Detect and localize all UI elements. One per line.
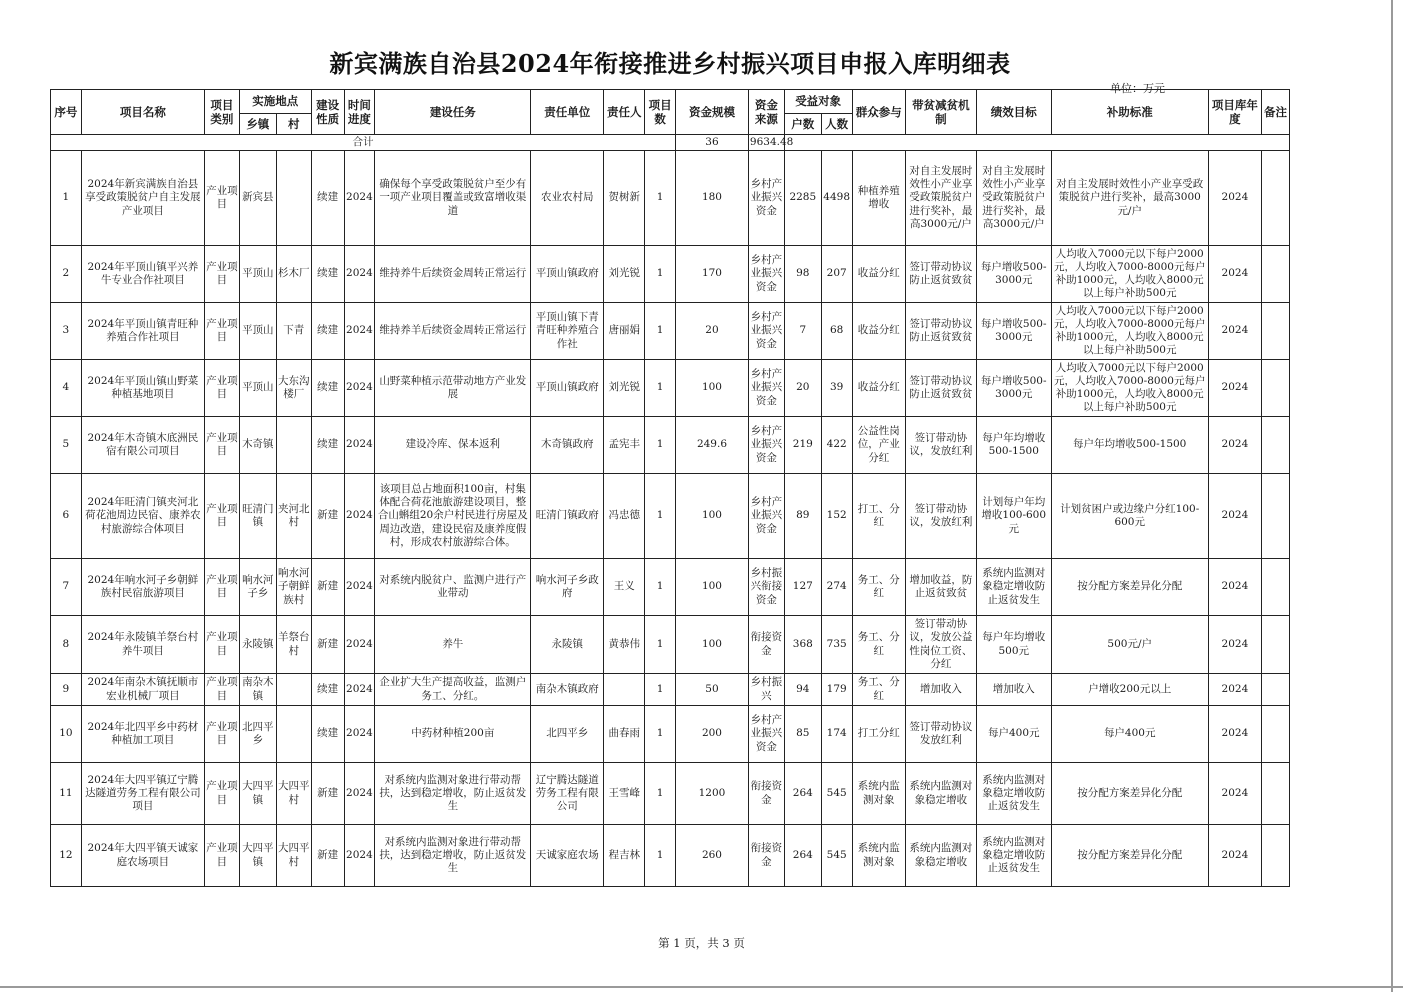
table-row — [51, 825, 1290, 887]
cell-participation: 收益分红 — [852, 246, 905, 303]
cell-scale: 50 — [676, 674, 749, 706]
cell-subsidy: 计划贫困户或边缘户分红100-600元 — [1051, 474, 1208, 559]
header-subsidy: 补助标准 — [1051, 90, 1208, 135]
cell-town: 平顶山 — [239, 303, 276, 360]
cell-seq: 2 — [51, 246, 82, 303]
cell-nature: 续建 — [311, 246, 344, 303]
cell-goal: 系统内监测对象稳定增收防止返贫发生 — [976, 763, 1051, 825]
cell-mechanism: 系统内监测对象稳定增收 — [905, 763, 976, 825]
cell-type: 产业项目 — [204, 246, 239, 303]
cell-mechanism: 签订带动协议，发放公益性岗位工资、分红 — [905, 616, 976, 674]
cell-person: 贺树新 — [604, 151, 645, 246]
cell-subsidy: 500元/户 — [1051, 616, 1208, 674]
cell-year: 2024 — [1208, 559, 1261, 616]
cell-source: 乡村产业振兴资金 — [748, 417, 784, 474]
cell-people: 545 — [821, 763, 852, 825]
header-name: 项目名称 — [81, 90, 204, 135]
header-unit: 责任单位 — [531, 90, 604, 135]
cell-nature: 新建 — [311, 559, 344, 616]
cell-goal: 对自主发展时效性小产业享受政策脱贫户进行奖补，最高3000元/户 — [976, 151, 1051, 246]
cell-participation: 务工、分红 — [852, 616, 905, 674]
cell-participation: 务工、分红 — [852, 559, 905, 616]
cell-year: 2024 — [1208, 825, 1261, 887]
cell-scale: 100 — [676, 474, 749, 559]
table-row — [51, 303, 1290, 360]
header-participation: 群众参与 — [852, 90, 905, 135]
cell-note — [1262, 417, 1290, 474]
cell-town: 平顶山 — [239, 246, 276, 303]
cell-town: 平顶山 — [239, 360, 276, 417]
cell-goal: 计划每户年均增收100-600元 — [976, 474, 1051, 559]
cell-source: 乡村产业振兴资金 — [748, 360, 784, 417]
project-table — [50, 89, 1290, 887]
table-row — [51, 559, 1290, 616]
header-village: 村 — [276, 114, 311, 135]
cell-households: 89 — [784, 474, 821, 559]
cell-goal: 系统内监测对象稳定增收防止返贫发生 — [976, 825, 1051, 887]
cell-progress: 2024 — [344, 417, 375, 474]
cell-subsidy: 每户400元 — [1051, 706, 1208, 763]
cell-seq: 10 — [51, 706, 82, 763]
cell-person: 刘光锐 — [604, 360, 645, 417]
cell-households: 20 — [784, 360, 821, 417]
cell-note — [1262, 674, 1290, 706]
cell-mechanism: 增加收益，防止返贫致贫 — [905, 559, 976, 616]
header-nature: 建设性质 — [311, 90, 344, 135]
cell-participation: 系统内监测对象 — [852, 825, 905, 887]
table-row — [51, 616, 1290, 674]
cell-source: 乡村振兴 — [748, 674, 784, 706]
cell-task: 养牛 — [375, 616, 531, 674]
cell-progress: 2024 — [344, 303, 375, 360]
cell-person: 程吉林 — [604, 825, 645, 887]
cell-unit: 平顶山镇政府 — [531, 360, 604, 417]
cell-people: 422 — [821, 417, 852, 474]
cell-task: 维持养羊后续资金周转正常运行 — [375, 303, 531, 360]
cell-households: 264 — [784, 825, 821, 887]
cell-seq: 3 — [51, 303, 82, 360]
cell-seq: 5 — [51, 417, 82, 474]
header-location: 实施地点 — [239, 90, 311, 114]
cell-note — [1262, 246, 1290, 303]
cell-subsidy: 按分配方案差异化分配 — [1051, 825, 1208, 887]
cell-nature: 续建 — [311, 674, 344, 706]
cell-year: 2024 — [1208, 303, 1261, 360]
cell-village: 杉木厂 — [276, 246, 311, 303]
cell-type: 产业项目 — [204, 763, 239, 825]
cell-unit: 旺清门镇政府 — [531, 474, 604, 559]
table-row — [51, 360, 1290, 417]
cell-households: 85 — [784, 706, 821, 763]
table-row — [51, 763, 1290, 825]
cell-type: 产业项目 — [204, 825, 239, 887]
table-row — [51, 674, 1290, 706]
page-number: 第 1 页，共 3 页 — [658, 936, 745, 950]
cell-name: 2024年新宾满族自治县享受政策脱贫户自主发展产业项目 — [81, 151, 204, 246]
cell-people: 274 — [821, 559, 852, 616]
cell-count: 1 — [645, 246, 676, 303]
scan-edge-bottom — [0, 986, 1403, 988]
table-row — [51, 706, 1290, 763]
cell-year: 2024 — [1208, 360, 1261, 417]
table-body — [51, 135, 1290, 887]
cell-count: 1 — [645, 706, 676, 763]
cell-seq: 6 — [51, 474, 82, 559]
cell-mechanism: 签订带动协议防止返贫致贫 — [905, 303, 976, 360]
cell-type: 产业项目 — [204, 151, 239, 246]
cell-year: 2024 — [1208, 246, 1261, 303]
cell-mechanism: 对自主发展时效性小产业享受政策脱贫户进行奖补，最高3000元/户 — [905, 151, 976, 246]
cell-households: 2285 — [784, 151, 821, 246]
cell-village: 夹河北村 — [276, 474, 311, 559]
unit-label: 单位：万元 — [1110, 82, 1165, 95]
cell-village — [276, 674, 311, 706]
cell-progress: 2024 — [344, 616, 375, 674]
cell-participation: 打工分红 — [852, 706, 905, 763]
cell-year: 2024 — [1208, 616, 1261, 674]
cell-name: 2024年平顶山镇平兴养牛专业合作社项目 — [81, 246, 204, 303]
cell-nature: 续建 — [311, 706, 344, 763]
cell-unit: 平顶山镇政府 — [531, 246, 604, 303]
cell-task: 该项目总占地面积100亩，村集体配合荷花池旅游建设项目，整合山蝌组20余户村民进行房屋及周边改造，建设民宿及康养度假村，形成农村旅游综合体。 — [375, 474, 531, 559]
cell-nature: 新建 — [311, 474, 344, 559]
cell-scale: 180 — [676, 151, 749, 246]
cell-count: 1 — [645, 674, 676, 706]
cell-village — [276, 151, 311, 246]
cell-source: 乡村产业振兴资金 — [748, 706, 784, 763]
cell-town: 大四平镇 — [239, 825, 276, 887]
cell-unit: 木奇镇政府 — [531, 417, 604, 474]
cell-note — [1262, 763, 1290, 825]
cell-scale: 100 — [676, 360, 749, 417]
cell-person: 刘光锐 — [604, 246, 645, 303]
cell-task: 山野菜种植示范带动地方产业发展 — [375, 360, 531, 417]
header-progress: 时间进度 — [344, 90, 375, 135]
cell-name: 2024年南杂木镇抚顺市宏业机械厂项目 — [81, 674, 204, 706]
cell-households: 94 — [784, 674, 821, 706]
cell-households: 264 — [784, 763, 821, 825]
cell-type: 产业项目 — [204, 474, 239, 559]
header-task: 建设任务 — [375, 90, 531, 135]
header-mechanism: 带贫减贫机制 — [905, 90, 976, 135]
cell-name: 2024年大四平镇辽宁腾达隧道劳务工程有限公司项目 — [81, 763, 204, 825]
cell-village: 大四平村 — [276, 763, 311, 825]
cell-seq: 11 — [51, 763, 82, 825]
cell-person: 王雪峰 — [604, 763, 645, 825]
cell-note — [1262, 474, 1290, 559]
cell-people: 174 — [821, 706, 852, 763]
cell-year: 2024 — [1208, 417, 1261, 474]
cell-type: 产业项目 — [204, 616, 239, 674]
cell-note — [1262, 360, 1290, 417]
cell-mechanism: 签订带动协议防止返贫致贫 — [905, 246, 976, 303]
cell-participation: 系统内监测对象 — [852, 763, 905, 825]
cell-seq: 12 — [51, 825, 82, 887]
header-person: 责任人 — [604, 90, 645, 135]
cell-progress: 2024 — [344, 246, 375, 303]
total-scale: 9634.48 — [748, 135, 784, 151]
cell-town: 南杂木镇 — [239, 674, 276, 706]
cell-nature: 续建 — [311, 417, 344, 474]
cell-progress: 2024 — [344, 151, 375, 246]
cell-nature: 新建 — [311, 763, 344, 825]
cell-note — [1262, 616, 1290, 674]
cell-unit: 辽宁腾达隧道劳务工程有限公司 — [531, 763, 604, 825]
header-count: 项目数 — [645, 90, 676, 135]
cell-subsidy: 每户年均增收500-1500 — [1051, 417, 1208, 474]
cell-village: 大四平村 — [276, 825, 311, 887]
cell-scale: 100 — [676, 616, 749, 674]
cell-mechanism: 签订带动协议防止返贫致贫 — [905, 360, 976, 417]
cell-source: 衔接资金 — [748, 616, 784, 674]
cell-scale: 249.6 — [676, 417, 749, 474]
cell-type: 产业项目 — [204, 417, 239, 474]
table-row — [51, 474, 1290, 559]
cell-task: 建设冷库、保本返利 — [375, 417, 531, 474]
cell-person: 曲春雨 — [604, 706, 645, 763]
cell-source: 衔接资金 — [748, 763, 784, 825]
cell-seq: 8 — [51, 616, 82, 674]
cell-seq: 1 — [51, 151, 82, 246]
page-title: 新宾满族自治县2024年衔接推进乡村振兴项目申报入库明细表 — [329, 49, 1011, 78]
cell-people: 68 — [821, 303, 852, 360]
cell-task: 企业扩大生产提高收益，监测户务工、分红。 — [375, 674, 531, 706]
cell-goal: 每户增收500-3000元 — [976, 360, 1051, 417]
cell-source: 乡村产业振兴资金 — [748, 151, 784, 246]
cell-subsidy: 人均收入7000元以下每户2000元，人均收入7000-8000元每户补助1000元，人均收入8000元以上每户补助500元 — [1051, 246, 1208, 303]
cell-person: 王义 — [604, 559, 645, 616]
table-row — [51, 417, 1290, 474]
cell-goal: 每户增收500-3000元 — [976, 246, 1051, 303]
header-town: 乡镇 — [239, 114, 276, 135]
cell-participation: 收益分红 — [852, 360, 905, 417]
cell-participation: 打工、分红 — [852, 474, 905, 559]
cell-scale: 260 — [676, 825, 749, 887]
cell-name: 2024年木奇镇木底洲民宿有限公司项目 — [81, 417, 204, 474]
cell-town: 木奇镇 — [239, 417, 276, 474]
cell-name: 2024年大四平镇天诚家庭农场项目 — [81, 825, 204, 887]
cell-households: 368 — [784, 616, 821, 674]
cell-year: 2024 — [1208, 674, 1261, 706]
cell-count: 1 — [645, 360, 676, 417]
cell-unit: 农业农村局 — [531, 151, 604, 246]
cell-subsidy: 对自主发展时效性小产业享受政策脱贫户进行奖补，最高3000元/户 — [1051, 151, 1208, 246]
cell-town: 北四平乡 — [239, 706, 276, 763]
cell-year: 2024 — [1208, 706, 1261, 763]
cell-progress: 2024 — [344, 706, 375, 763]
cell-type: 产业项目 — [204, 706, 239, 763]
cell-seq: 4 — [51, 360, 82, 417]
cell-participation: 种植养殖增收 — [852, 151, 905, 246]
cell-note — [1262, 559, 1290, 616]
cell-name: 2024年响水河子乡朝鲜族村民宿旅游项目 — [81, 559, 204, 616]
cell-participation: 务工、分红 — [852, 674, 905, 706]
cell-goal: 每户年均增收500-1500 — [976, 417, 1051, 474]
cell-goal: 每户增收500-3000元 — [976, 303, 1051, 360]
cell-person: 孟宪丰 — [604, 417, 645, 474]
cell-unit: 北四平乡 — [531, 706, 604, 763]
cell-count: 1 — [645, 763, 676, 825]
cell-seq: 9 — [51, 674, 82, 706]
cell-village — [276, 417, 311, 474]
table-row — [51, 151, 1290, 246]
cell-people: 39 — [821, 360, 852, 417]
cell-source: 衔接资金 — [748, 825, 784, 887]
cell-task: 对系统内监测对象进行带动帮扶，达到稳定增收，防止返贫发生 — [375, 763, 531, 825]
cell-count: 1 — [645, 303, 676, 360]
cell-participation: 公益性岗位，产业分红 — [852, 417, 905, 474]
cell-nature: 新建 — [311, 616, 344, 674]
cell-unit: 响水河子乡政府 — [531, 559, 604, 616]
cell-town: 永陵镇 — [239, 616, 276, 674]
header-people: 人数 — [821, 114, 852, 135]
header-beneficiary: 受益对象 — [784, 90, 852, 114]
cell-people: 179 — [821, 674, 852, 706]
cell-mechanism: 签订带动协议，发放红利 — [905, 474, 976, 559]
cell-people: 735 — [821, 616, 852, 674]
cell-source: 乡村振兴衔接资金 — [748, 559, 784, 616]
header-goal: 绩效目标 — [976, 90, 1051, 135]
total-count: 36 — [676, 135, 749, 151]
cell-name: 2024年平顶山镇山野菜种植基地项目 — [81, 360, 204, 417]
cell-person: 冯忠德 — [604, 474, 645, 559]
cell-task: 中药材种植200亩 — [375, 706, 531, 763]
cell-village: 下青 — [276, 303, 311, 360]
cell-people: 207 — [821, 246, 852, 303]
cell-goal: 每户年均增收500元 — [976, 616, 1051, 674]
cell-goal: 每户400元 — [976, 706, 1051, 763]
cell-count: 1 — [645, 417, 676, 474]
header-source: 资金来源 — [748, 90, 784, 135]
cell-person: 黄恭伟 — [604, 616, 645, 674]
cell-task: 维持养牛后续资金周转正常运行 — [375, 246, 531, 303]
cell-nature: 续建 — [311, 360, 344, 417]
cell-note — [1262, 706, 1290, 763]
cell-mechanism: 签订带动协议，发放红利 — [905, 417, 976, 474]
header-seq: 序号 — [51, 90, 82, 135]
cell-task: 确保每个享受政策脱贫户至少有一项产业项目覆盖或致富增收渠道 — [375, 151, 531, 246]
cell-year: 2024 — [1208, 151, 1261, 246]
cell-mechanism: 系统内监测对象稳定增收 — [905, 825, 976, 887]
cell-count: 1 — [645, 616, 676, 674]
cell-village — [276, 706, 311, 763]
header-type: 项目类别 — [204, 90, 239, 135]
cell-people: 152 — [821, 474, 852, 559]
cell-progress: 2024 — [344, 674, 375, 706]
cell-people: 4498 — [821, 151, 852, 246]
header-households: 户数 — [784, 114, 821, 135]
cell-task: 对系统内监测对象进行带动帮扶，达到稳定增收，防止返贫发生 — [375, 825, 531, 887]
cell-mechanism: 增加收入 — [905, 674, 976, 706]
cell-town: 响水河子乡 — [239, 559, 276, 616]
cell-count: 1 — [645, 151, 676, 246]
cell-scale: 200 — [676, 706, 749, 763]
cell-count: 1 — [645, 559, 676, 616]
cell-households: 7 — [784, 303, 821, 360]
cell-town: 新宾县 — [239, 151, 276, 246]
cell-village: 大东沟楼厂 — [276, 360, 311, 417]
header-note: 备注 — [1262, 90, 1290, 135]
cell-person: 唐丽娟 — [604, 303, 645, 360]
cell-progress: 2024 — [344, 825, 375, 887]
header-scale: 资金规模 — [676, 90, 749, 135]
cell-people: 545 — [821, 825, 852, 887]
cell-nature: 续建 — [311, 151, 344, 246]
cell-scale: 100 — [676, 559, 749, 616]
cell-source: 乡村产业振兴资金 — [748, 474, 784, 559]
cell-nature: 新建 — [311, 825, 344, 887]
cell-year: 2024 — [1208, 763, 1261, 825]
cell-name: 2024年永陵镇羊祭台村养牛项目 — [81, 616, 204, 674]
cell-participation: 收益分红 — [852, 303, 905, 360]
cell-town: 大四平镇 — [239, 763, 276, 825]
cell-progress: 2024 — [344, 559, 375, 616]
cell-households: 98 — [784, 246, 821, 303]
cell-town: 旺清门镇 — [239, 474, 276, 559]
cell-unit: 永陵镇 — [531, 616, 604, 674]
cell-unit: 天诚家庭农场 — [531, 825, 604, 887]
cell-households: 127 — [784, 559, 821, 616]
cell-type: 产业项目 — [204, 559, 239, 616]
cell-note — [1262, 303, 1290, 360]
cell-note — [1262, 151, 1290, 246]
cell-count: 1 — [645, 825, 676, 887]
cell-person — [604, 674, 645, 706]
cell-village: 羊祭台村 — [276, 616, 311, 674]
cell-type: 产业项目 — [204, 360, 239, 417]
cell-mechanism: 签订带动协议发放红利 — [905, 706, 976, 763]
cell-scale: 20 — [676, 303, 749, 360]
cell-progress: 2024 — [344, 474, 375, 559]
cell-count: 1 — [645, 474, 676, 559]
cell-year: 2024 — [1208, 474, 1261, 559]
cell-name: 2024年平顶山镇青旺种养殖合作社项目 — [81, 303, 204, 360]
cell-subsidy: 人均收入7000元以下每户2000元，人均收入7000-8000元每户补助1000元，人均收入8000元以上每户补助500元 — [1051, 360, 1208, 417]
cell-subsidy: 户增收200元以上 — [1051, 674, 1208, 706]
total-label: 合计 — [51, 135, 676, 151]
cell-unit: 平顶山镇下青青旺种养殖合作社 — [531, 303, 604, 360]
cell-progress: 2024 — [344, 763, 375, 825]
total-blank — [784, 135, 1289, 151]
cell-unit: 南杂木镇政府 — [531, 674, 604, 706]
cell-progress: 2024 — [344, 360, 375, 417]
cell-goal: 增加收入 — [976, 674, 1051, 706]
cell-name: 2024年旺清门镇夹河北荷花池周边民宿、康养农村旅游综合体项目 — [81, 474, 204, 559]
cell-source: 乡村产业振兴资金 — [748, 303, 784, 360]
cell-scale: 170 — [676, 246, 749, 303]
cell-subsidy: 按分配方案差异化分配 — [1051, 559, 1208, 616]
cell-name: 2024年北四平乡中药材种植加工项目 — [81, 706, 204, 763]
header-year: 项目库年度 — [1208, 90, 1261, 135]
cell-task: 对系统内脱贫户、监测户进行产业带动 — [375, 559, 531, 616]
cell-scale: 1200 — [676, 763, 749, 825]
scan-edge-right — [1391, 0, 1393, 992]
cell-note — [1262, 825, 1290, 887]
cell-type: 产业项目 — [204, 674, 239, 706]
cell-source: 乡村产业振兴资金 — [748, 246, 784, 303]
cell-seq: 7 — [51, 559, 82, 616]
cell-households: 219 — [784, 417, 821, 474]
table-row — [51, 246, 1290, 303]
cell-village: 响水河子朝鲜族村 — [276, 559, 311, 616]
cell-nature: 续建 — [311, 303, 344, 360]
cell-subsidy: 按分配方案差异化分配 — [1051, 763, 1208, 825]
cell-type: 产业项目 — [204, 303, 239, 360]
cell-subsidy: 人均收入7000元以下每户2000元，人均收入7000-8000元每户补助1000元，人均收入8000元以上每户补助500元 — [1051, 303, 1208, 360]
cell-goal: 系统内监测对象稳定增收防止返贫发生 — [976, 559, 1051, 616]
total-row — [51, 135, 1290, 151]
